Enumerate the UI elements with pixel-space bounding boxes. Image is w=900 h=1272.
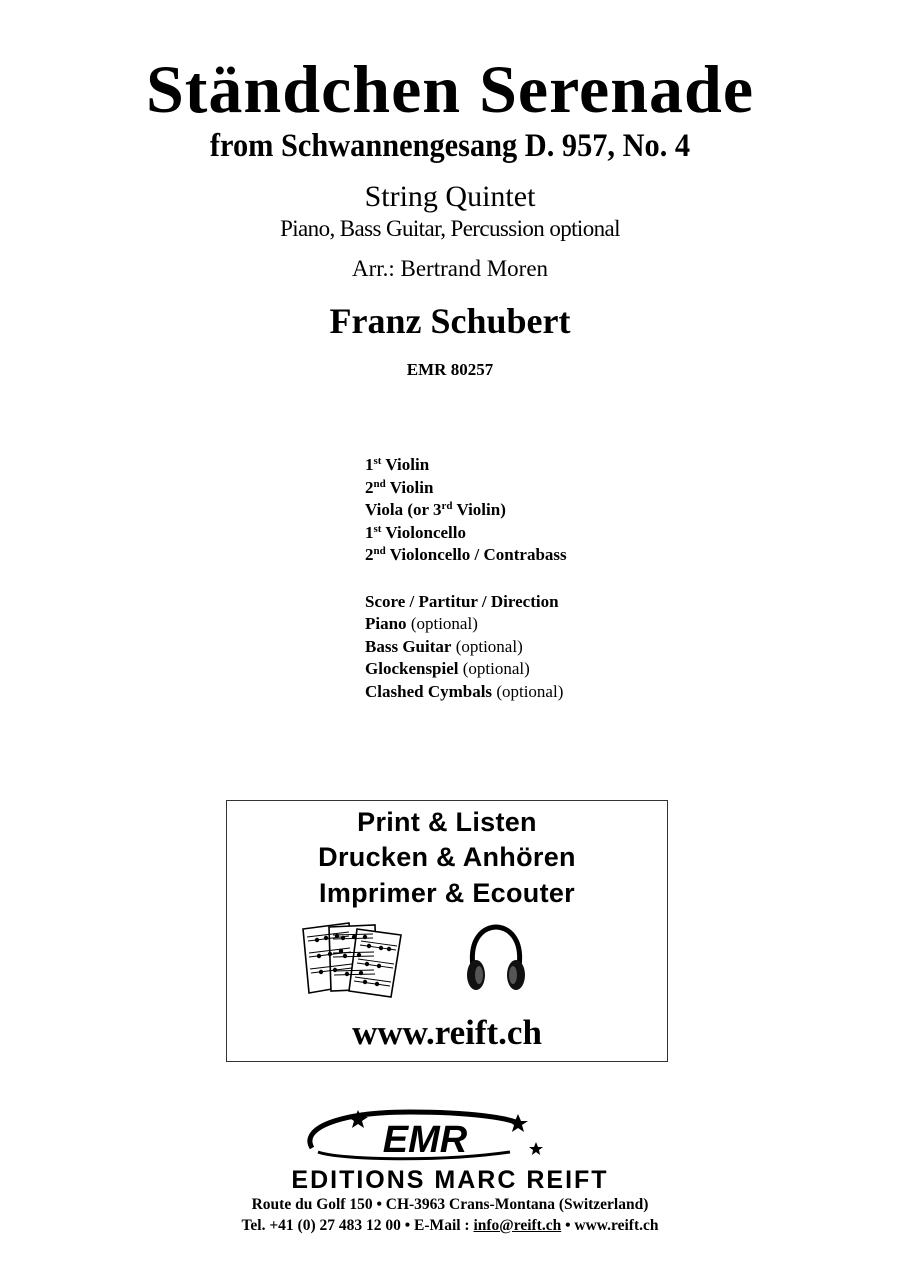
headphones-icon — [465, 923, 527, 995]
print-listen-box — [226, 800, 668, 1062]
part-item: 1st Violoncello — [365, 522, 466, 542]
page-title: Ständchen Serenade — [145, 51, 755, 127]
part-item: Glockenspiel (optional) — [365, 659, 530, 678]
part-item: Score / Partitur / Direction — [365, 591, 559, 611]
parts-list — [365, 454, 567, 703]
part-item: Bass Guitar (optional) — [365, 636, 523, 656]
promo-line-german: Drucken & Anhören — [318, 842, 576, 872]
ensemble-label: String Quintet — [364, 180, 536, 213]
emr-logo — [300, 1108, 550, 1164]
composer-name: Franz Schubert — [329, 301, 571, 341]
promo-line-english: Print & Listen — [357, 807, 537, 837]
web-text: • www.reift.ch — [561, 1217, 659, 1234]
part-item: 1st Violin — [365, 455, 430, 474]
part-item: Viola (or 3rd Violin) — [365, 500, 506, 519]
arranger-credit: Arr.: Bertrand Moren — [351, 256, 549, 281]
logo-wordmark: EMR — [382, 1119, 468, 1161]
publisher-contact — [0, 1217, 900, 1235]
website-link[interactable]: www.reift.ch — [352, 1013, 542, 1052]
publisher-address: Route du Golf 150 • CH-3963 Crans-Montana (Switzerland) — [251, 1196, 649, 1213]
email-link[interactable]: info@reift.ch — [473, 1217, 562, 1234]
phone-text: Tel. +41 (0) 27 483 12 00 • E-Mail : — [241, 1217, 474, 1234]
page-subtitle: from Schwannengesang D. 957, No. 4 — [209, 128, 691, 164]
catalog-number: EMR 80257 — [406, 360, 494, 379]
publisher-name: EDITIONS MARC REIFT — [291, 1166, 609, 1194]
part-item: Clashed Cymbals (optional) — [365, 681, 564, 701]
optional-instruments: Piano, Bass Guitar, Percussion optional — [280, 216, 620, 241]
sheet-music-icon — [299, 919, 411, 999]
part-item: 2nd Violin — [365, 477, 434, 497]
part-item: Piano (optional) — [365, 614, 478, 633]
list-divider — [365, 567, 567, 591]
promo-line-french: Imprimer & Ecouter — [319, 878, 575, 908]
part-item: 2nd Violoncello / Contrabass — [365, 545, 567, 564]
